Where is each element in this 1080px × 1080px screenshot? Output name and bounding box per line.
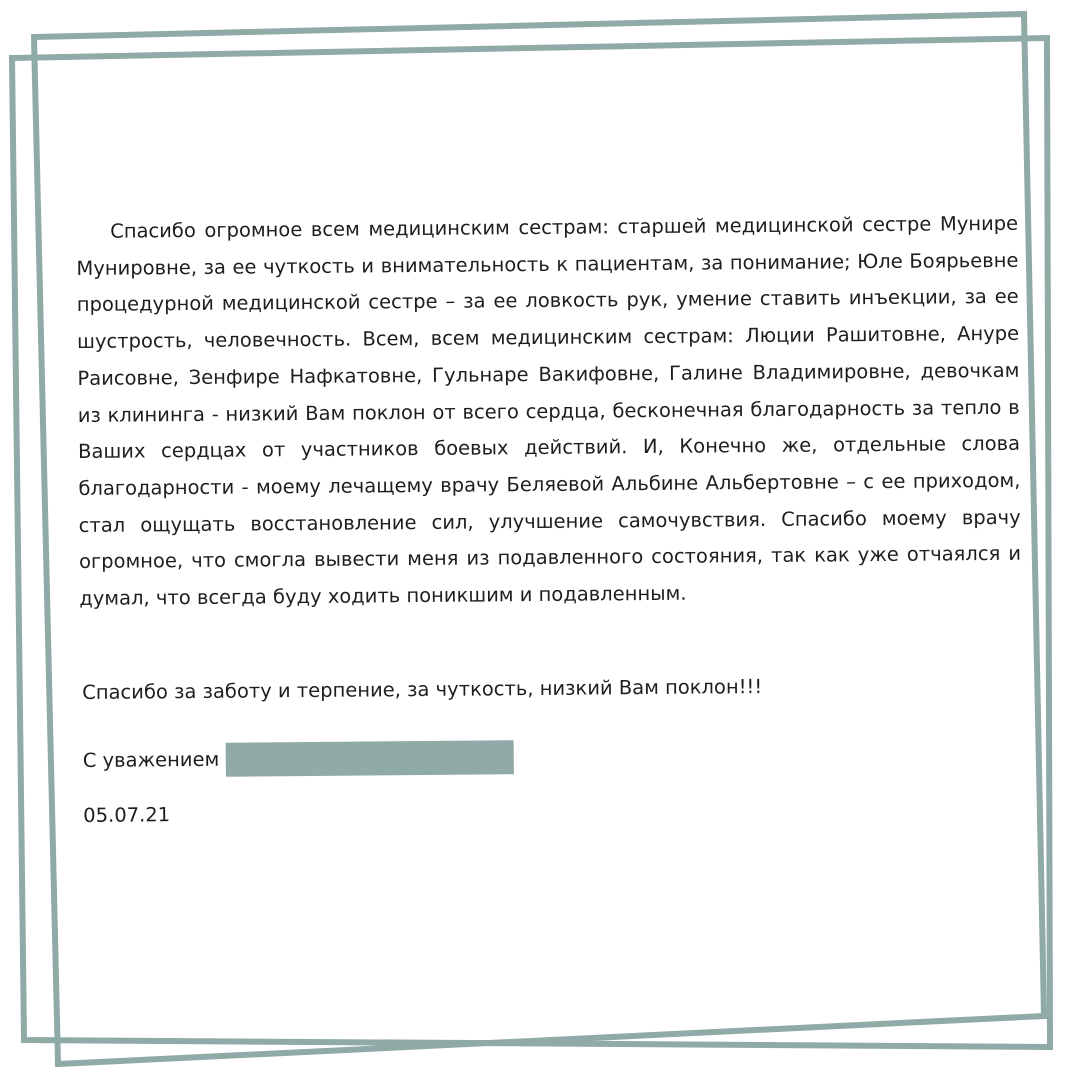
letter-body: Спасибо огромное всем медицинским сестрам: старшей медицинской сестре Мунире Мунировне, за ее чуткость и внимательность к пациентам, за понимание; Юле Боярьевне процедурной медицинской сестре – за ее ловкость рук, умение ставить инъекции, за ее шустрость, человечность. Всем, всем медицинским сестрам: Люции Рашитовне, Ануре Раисовне, Зенфире Нафкатовне, Гульнаре Вакифовне, Галине Владимировне, девочкам из клининга - низкий Вам поклон от всего сердца, бесконечная благодарность за тепло в Ваших сердцах от участников боевых действий. И, Конечно же, отдельные слова благодарности - моему лечащему врачу Беляевой Альбине Альбертовне – с ее приходом, стал ощущать восстановление сил, улучшение самочувствия. Спасибо моему врачу огромное, что смогла вывести меня из подавленного состояния, так как уже отчаялся и думал, что всегда буду ходить поникшим и подавленным. xyxy=(76,211,1022,611)
signature-line xyxy=(83,740,514,778)
letter-text xyxy=(76,206,1022,827)
redacted-name-block xyxy=(225,740,513,777)
regards-label: С уважением xyxy=(82,747,220,772)
letter-date: 05.07.21 xyxy=(83,803,171,827)
closing-line: Спасибо за заботу и терпение, за чуткость, низкий Вам поклон!!! xyxy=(82,675,763,704)
